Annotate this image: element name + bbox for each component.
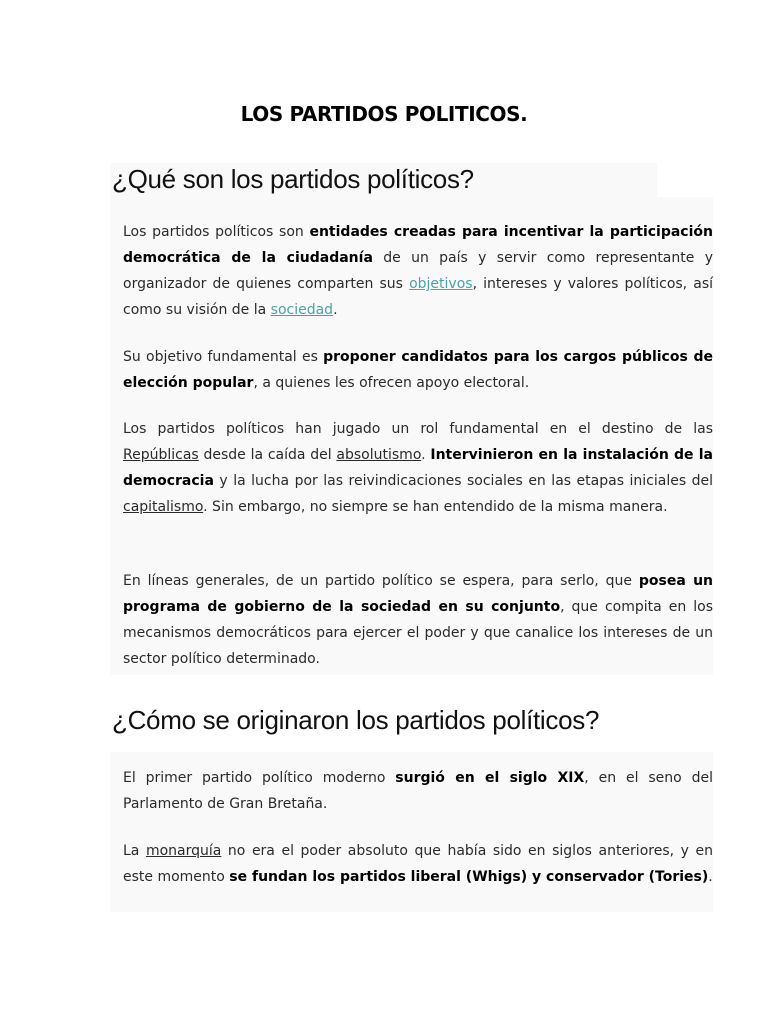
link-absolutismo[interactable]: absolutismo	[336, 447, 422, 463]
link-monarquia[interactable]: monarquía	[145, 843, 222, 859]
paragraph-objetivo: Su objetivo fundamental es proponer candidatos para los cargos públicos de elección popular, a quienes les ofrecen apoyo electoral.	[123, 349, 713, 391]
document-title: LOS PARTIDOS POLITICOS.	[240, 102, 528, 126]
paragraph-primer-partido: El primer partido político moderno surgió en el siglo XIX, en el seno del Parlamento de Gran Bretaña.	[123, 770, 713, 812]
bold-text: surgió en el siglo XIX	[395, 770, 585, 786]
paragraph-lineas-generales: En líneas generales, de un partido político se espera, para serlo, que posea un programa de gobierno de la sociedad en su conjunto, que compita en los mecanismos democráticos para ejercer el poder y que canalice los intereses de un sector político determinado.	[123, 573, 714, 667]
section-heading-como-se-originaron: ¿Cómo se originaron los partidos políticos?	[112, 705, 600, 735]
link-objetivos[interactable]: objetivos	[409, 276, 473, 292]
link-republicas[interactable]: Repúblicas	[123, 447, 199, 463]
section-heading-que-son: ¿Qué son los partidos políticos?	[112, 164, 474, 194]
paragraph-monarquia: La monarquía no era el poder absoluto que había sido en siglos anteriores, y en este momento se fundan los partidos liberal (Whigs) y conservador (Tories).	[123, 843, 713, 885]
link-sociedad[interactable]: sociedad	[270, 302, 334, 318]
bold-text: posea un programa de gobierno de la sociedad en su conjunto	[123, 573, 713, 615]
bold-text: proponer candidatos para los cargos públicos de elección popular	[123, 349, 713, 391]
bold-text: se fundan los partidos liberal (Whigs) y conservador (Tories)	[229, 869, 709, 885]
bold-text: Intervinieron en la instalación de la democracia	[123, 447, 713, 489]
bold-text: entidades creadas para incentivar la participación democrática de la ciudadanía	[123, 224, 713, 266]
link-capitalismo[interactable]: capitalismo	[123, 499, 204, 515]
paragraph-historia: Los partidos políticos han jugado un rol fundamental en el destino de las Repúblicas desde la caída del absolutismo. Intervinieron en la instalación de la democracia y la lucha por las reivindicaciones sociales en las etapas iniciales del capitalismo. Sin embargo, no siempre se han entendido de la misma manera.	[123, 421, 713, 515]
paragraph-definition: Los partidos políticos son entidades creadas para incentivar la participación democrática de la ciudadanía de un país y servir como representante y organizador de quienes comparten sus objetivos, intereses y valores políticos, así como su visión de la sociedad.	[123, 224, 714, 318]
